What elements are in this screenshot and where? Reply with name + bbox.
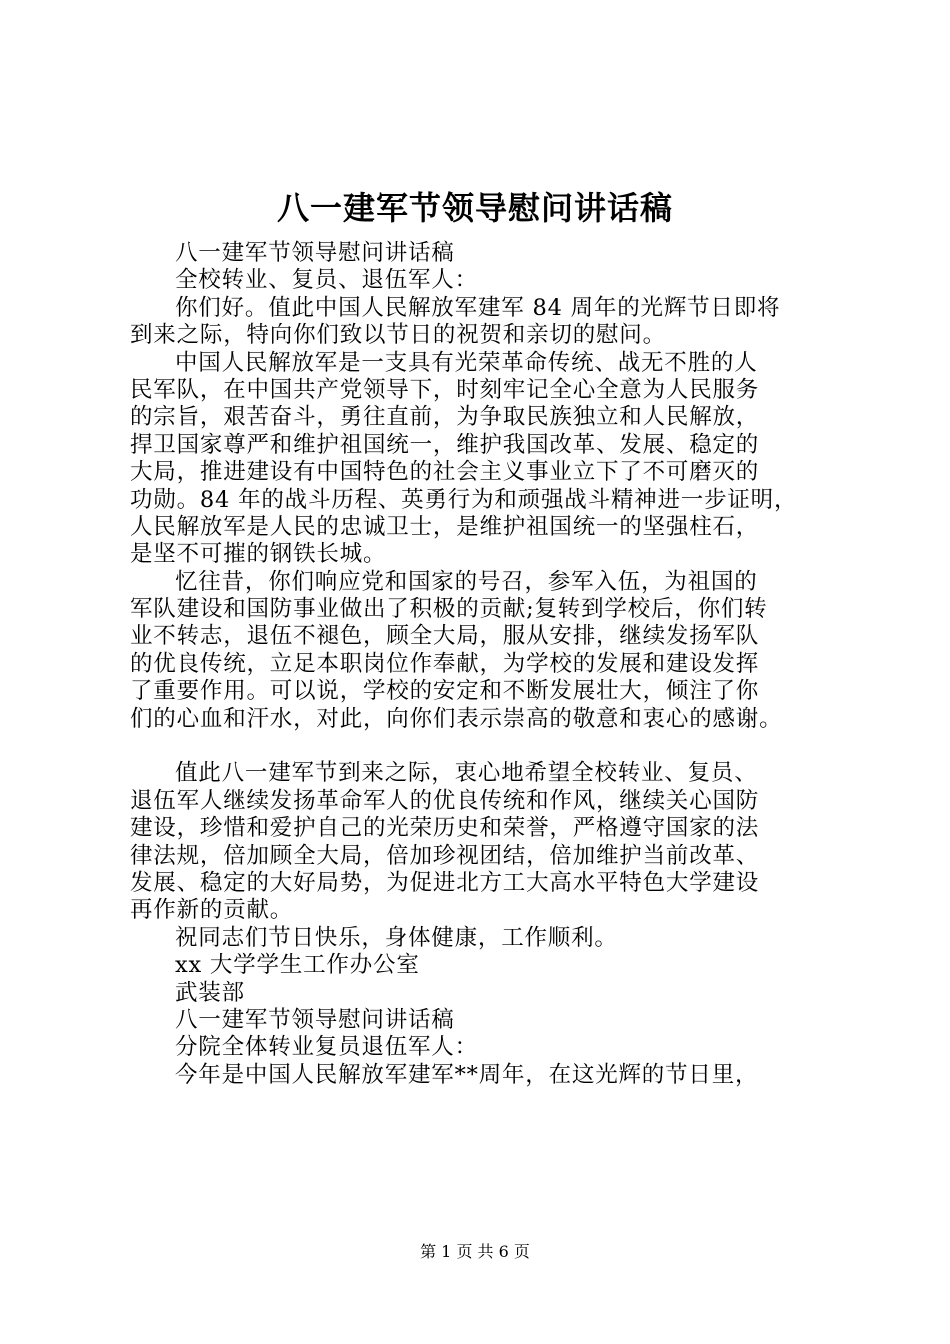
text-line: 的宗旨，艰苦奋斗，勇往直前，为争取民族独立和人民解放， bbox=[130, 404, 760, 431]
text-line: xx 大学学生工作办公室 bbox=[175, 952, 420, 979]
text-line: 民军队，在中国共产党领导下，时刻牢记全心全意为人民服务 bbox=[130, 376, 760, 403]
text-line: 了重要作用。可以说，学校的安定和不断发展壮大，倾注了你 bbox=[130, 678, 760, 705]
text-line: 功勋。84 年的战斗历程、英勇行为和顽强战斗精神进一步证明， bbox=[130, 486, 798, 513]
text-line: 祝同志们节日快乐，身体健康，工作顺利。 bbox=[175, 924, 618, 951]
text-line: 大局，推进建设有中国特色的社会主义事业立下了不可磨灭的 bbox=[130, 459, 760, 486]
text-line: 再作新的贡献。 bbox=[130, 897, 294, 924]
text-line: 发展、稳定的大好局势，为促进北方工大高水平特色大学建设 bbox=[130, 869, 760, 896]
text-line: 全校转业、复员、退伍军人： bbox=[175, 267, 478, 294]
text-line: 律法规，倍加顾全大局，倍加珍视团结，倍加维护当前改革、 bbox=[130, 842, 760, 869]
text-line: 军队建设和国防事业做出了积极的贡献;复转到学校后，你们转 bbox=[130, 596, 768, 623]
text-line: 们的心血和汗水，对此，向你们表示崇高的敬意和衷心的感谢。 bbox=[130, 705, 783, 732]
text-line: 中国人民解放军是一支具有光荣革命传统、战无不胜的人 bbox=[175, 349, 758, 376]
text-line: 业不转志，退伍不褪色，顾全大局，服从安排，继续发扬军队 bbox=[130, 623, 760, 650]
document-body bbox=[130, 240, 850, 1089]
text-line: 今年是中国人民解放军建军**周年，在这光辉的节日里， bbox=[175, 1061, 759, 1088]
text-line: 八一建军节领导慰问讲话稿 bbox=[175, 240, 455, 266]
text-line: 建设，珍惜和爱护自己的光荣历史和荣誉，严格遵守国家的法 bbox=[130, 815, 760, 842]
page-footer: 第 1 页 共 6 页 bbox=[420, 1242, 530, 1261]
text-line: 到来之际，特向你们致以节日的祝贺和亲切的慰问。 bbox=[130, 322, 666, 349]
text-line: 分院全体转业复员退伍军人： bbox=[175, 1034, 478, 1061]
text-line: 是坚不可摧的钢铁长城。 bbox=[130, 541, 387, 568]
text-line: 退伍军人继续发扬革命军人的优良传统和作风，继续关心国防 bbox=[130, 787, 760, 814]
blank-line bbox=[130, 733, 850, 760]
text-line: 武装部 bbox=[175, 979, 245, 1006]
text-line: 的优良传统，立足本职岗位作奉献，为学校的发展和建设发挥 bbox=[130, 650, 760, 677]
text-line: 八一建军节领导慰问讲话稿 bbox=[175, 1006, 455, 1033]
text-line: 你们好。值此中国人民解放军建军 84 周年的光辉节日即将 bbox=[175, 294, 781, 321]
text-line: 忆往昔，你们响应党和国家的号召，参军入伍，为祖国的 bbox=[175, 568, 758, 595]
text-line: 人民解放军是人民的忠诚卫士，是维护祖国统一的坚强柱石， bbox=[130, 513, 760, 540]
text-line: 值此八一建军节到来之际，衷心地希望全校转业、复员、 bbox=[175, 760, 758, 787]
text-line: 捍卫国家尊严和维护祖国统一，维护我国改革、发展、稳定的 bbox=[130, 431, 760, 458]
document-title: 八一建军节领导慰问讲话稿 bbox=[276, 189, 673, 227]
